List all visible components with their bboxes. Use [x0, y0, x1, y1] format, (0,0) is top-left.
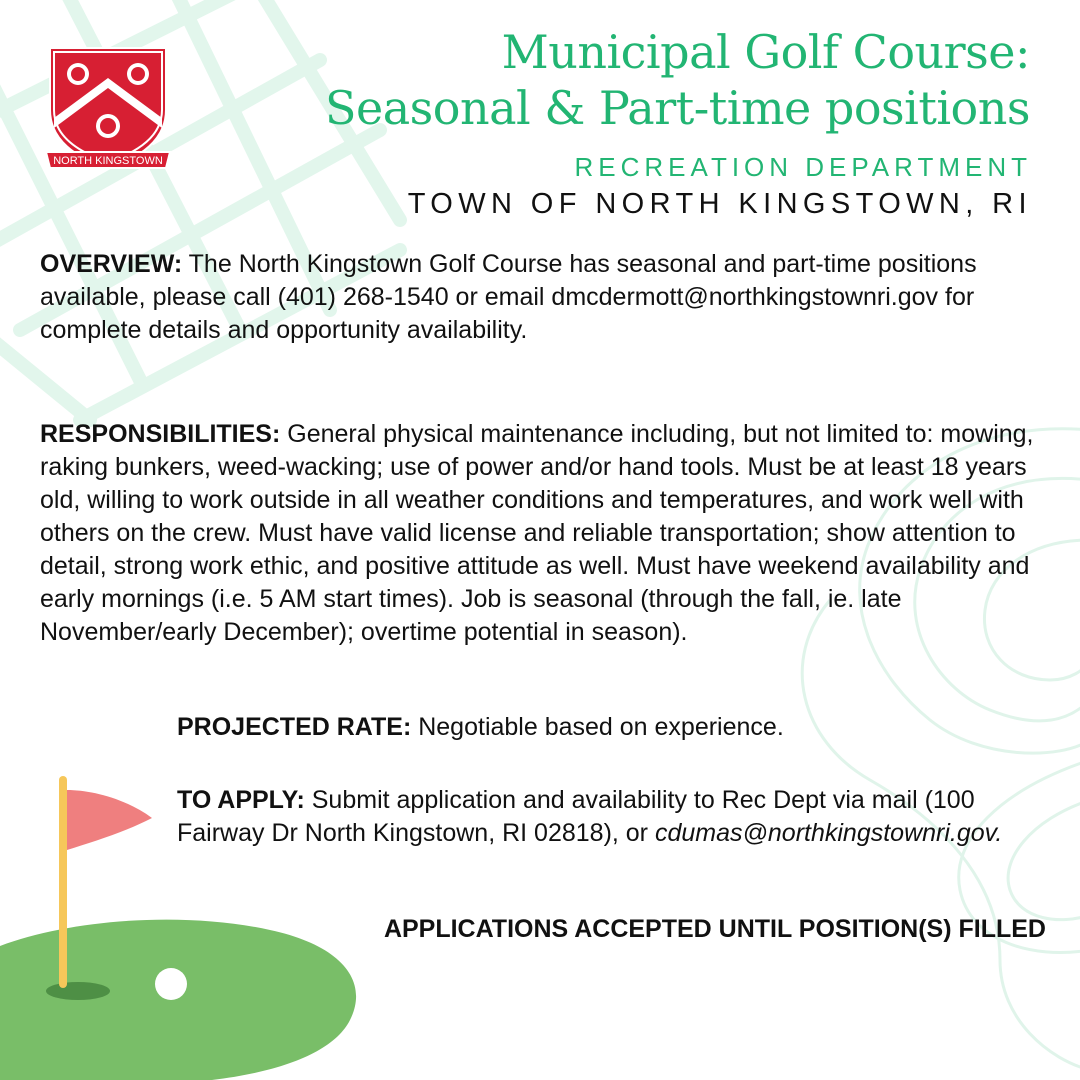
overview-section — [40, 248, 1050, 347]
responsibilities-section — [40, 418, 1050, 649]
rate-label: PROJECTED RATE: — [177, 713, 412, 741]
apply-email: cdumas@northkingstownri.gov. — [654, 819, 1003, 847]
town-crest-icon — [40, 40, 176, 176]
apply-text: Submit application and availability to Rec Dept via mail (100 Fairway Dr North Kingstown, RI 02818), or — [177, 786, 975, 847]
crest-banner-text: NORTH KINGSTOWN — [53, 155, 163, 167]
golf-ball-icon — [155, 968, 187, 1000]
flag-pole — [59, 776, 67, 988]
apply-label: TO APPLY: — [177, 786, 305, 814]
rate-section — [177, 711, 1047, 744]
department-name: RECREATION DEPARTMENT — [574, 152, 1032, 182]
overview-label: OVERVIEW: — [40, 250, 183, 278]
overview-text: The North Kingstown Golf Course has seasonal and part-time positions available, please call (401) 268-1540 or email dmcdermott@northkingstownri.gov for complete details and opportunity availability. — [40, 250, 977, 344]
responsibilities-label: RESPONSIBILITIES: — [40, 420, 281, 448]
apply-section — [177, 784, 1047, 850]
rate-text: Negotiable based on experience. — [411, 713, 784, 741]
title-line-1: Municipal Golf Course: — [501, 25, 1030, 79]
golf-flag-icon — [67, 790, 152, 850]
putting-green-icon — [0, 920, 356, 1080]
golf-hole — [46, 982, 110, 1000]
town-name: TOWN OF NORTH KINGSTOWN, RI — [407, 188, 1032, 220]
title-line-2: Seasonal & Part-time positions — [325, 81, 1030, 135]
page-title — [230, 24, 1030, 136]
responsibilities-text: General physical maintenance including, but not limited to: mowing, raking bunkers, weed-wacking; use of power and/or hand tools. Must be at least 18 years old, willing to work outside in all weather conditions and temperatures, and work well with others on the crew. Must have valid license and reliable transportation; show attention to detail, strong work ethic, and positive attitude as well. Must have weekend availability and early mornings (i.e. 5 AM start times). Job is seasonal (through the fall, ie. late November/early December); overtime potential in season). — [40, 420, 1034, 646]
closing-notice: APPLICATIONS ACCEPTED UNTIL POSITION(S) FILLED — [383, 915, 1046, 943]
